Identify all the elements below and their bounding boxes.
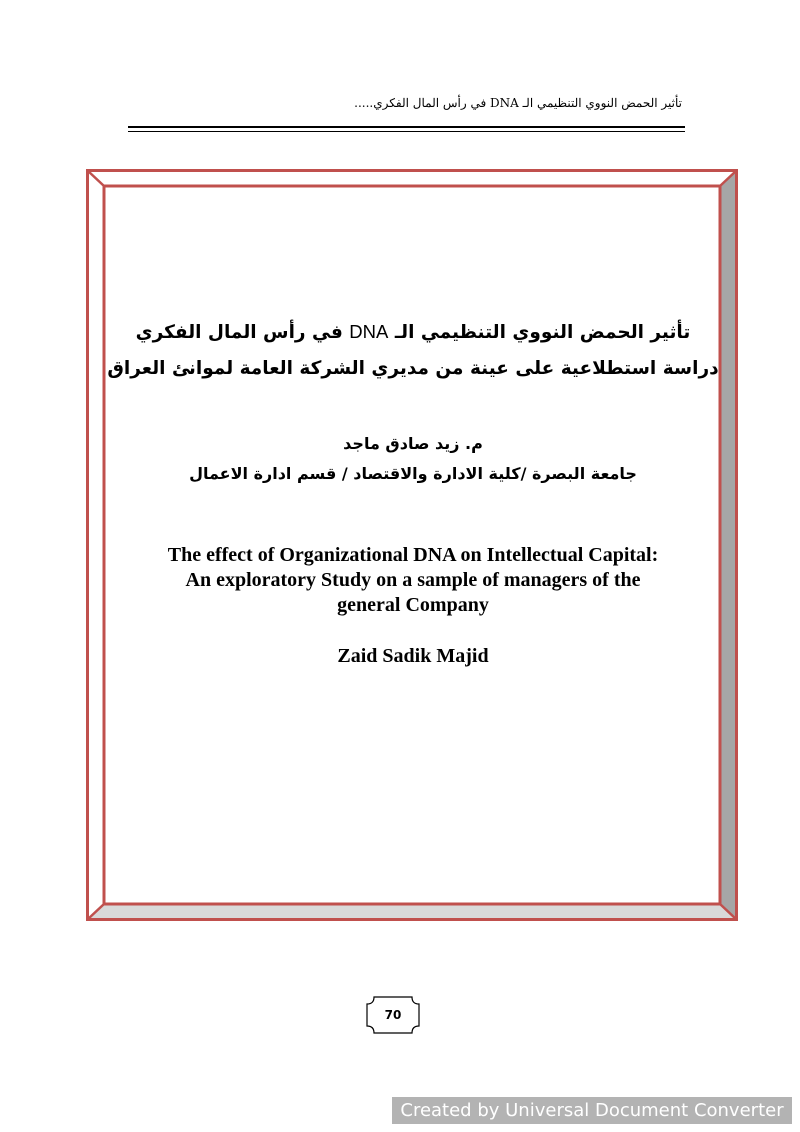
arabic-author: م. زيد صادق ماجد <box>343 434 483 453</box>
header-rule <box>128 126 685 128</box>
english-title-line2: An exploratory Study on a sample of managers of the <box>185 569 641 591</box>
english-title-line3: general Company <box>337 594 489 616</box>
arabic-subtitle: دراسة استطلاعية على عينة من مديري الشركة العامة لموانئ العراق <box>107 358 719 379</box>
arabic-author-block <box>104 429 722 489</box>
english-title <box>104 543 722 618</box>
converter-watermark: Created by Universal Document Converter <box>392 1097 792 1124</box>
english-title-line1: The effect of Organizational DNA on Intellectual Capital: <box>167 544 659 566</box>
english-author: Zaid Sadik Majid <box>337 645 489 667</box>
arabic-title-part2: في رأس المال الفكري <box>135 322 343 343</box>
arabic-title-part1: تأثير الحمض النووي التنظيمي الـ <box>394 322 691 343</box>
arabic-affiliation: جامعة البصرة /كلية الادارة والاقتصاد / قسم ادارة الاعمال <box>189 464 637 483</box>
arabic-title-dna: DNA <box>349 321 389 342</box>
title-page-content <box>104 186 722 904</box>
header-rule-thin <box>128 131 685 132</box>
page-number: 70 <box>384 1008 402 1022</box>
running-header: تأثير الحمض النووي التنظيمي الـ DNA في رأس المال الفكري..... <box>354 96 682 110</box>
arabic-title <box>104 314 722 387</box>
page-number-box <box>366 996 420 1034</box>
arabic-title-line1 <box>104 314 722 351</box>
